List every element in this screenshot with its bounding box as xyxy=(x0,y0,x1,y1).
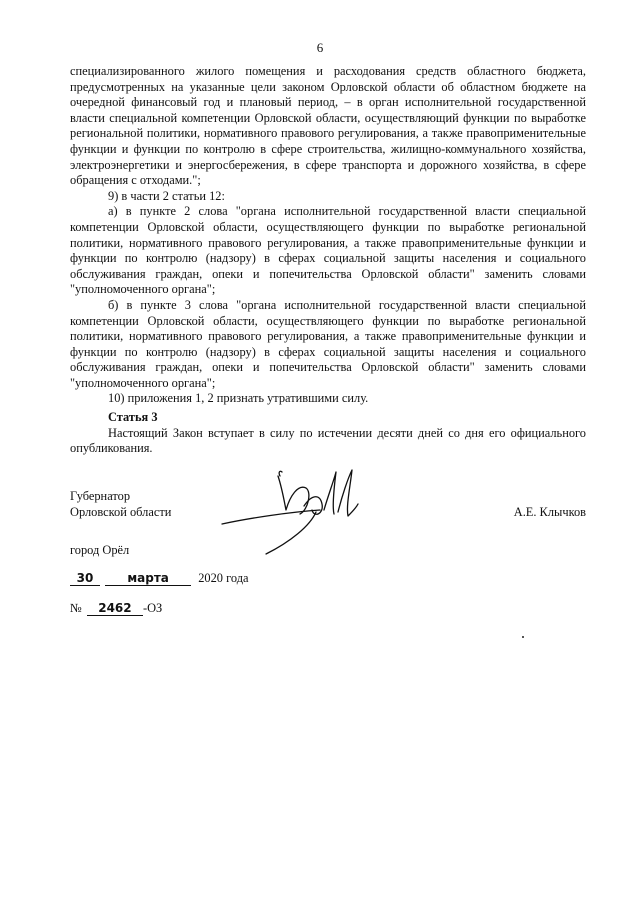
article-title: Статья 3 xyxy=(108,410,158,424)
paragraph-item-9a: а) в пункте 2 слова "органа исполнительной государственной власти специальной компетенции Орловской области, осуществляющего функции по выработке региональной политики, нормативного правового регулирования, а также правоприменительные функции и функции по контролю (надзору) в сферах социальной защиты населения и социального обслуживания граждан, опеки и попечительства Орловской области" заменить словами "уполномоченного органа"; xyxy=(70,204,586,297)
date-year: 2020 года xyxy=(198,571,249,585)
signatory-title xyxy=(70,488,171,520)
handwritten-signature xyxy=(220,466,380,558)
article-text: Настоящий Закон вступает в силу по истечении десяти дней со дня его официального опубликования. xyxy=(70,425,586,456)
date-month: марта xyxy=(105,571,191,586)
signing-date xyxy=(70,571,249,586)
signatory-title-line2: Орловской области xyxy=(70,505,172,519)
signatory-title-line1: Губернатор xyxy=(70,489,131,503)
city: город Орёл xyxy=(70,543,130,557)
paragraph-continuation: специализированного жилого помещения и расходования средств областного бюджета, предусмотренных на указанные цели законом Орловской области об областном бюджете на очередной финансовый год и плановый период, – в орган исполнительной государственной власти специальной компетенции Орловской области, осуществляющий функции по выработке региональной политики, нормативного правового регулирования, а также правоприменительные функции и функции по контролю в сфере строительства, жилищно-коммунального хозяйства, электроэнергетики и энергосбережения, в сфере транспорта и дорожного хозяйства, в сфере обращения с отходами."; xyxy=(70,64,586,188)
law-number-prefix: № xyxy=(70,601,82,615)
signature-block xyxy=(70,488,586,558)
law-number-value: 2462 xyxy=(87,601,143,616)
page-number: 6 xyxy=(316,40,324,55)
article-3 xyxy=(70,410,586,457)
paragraph-item-9b: б) в пункте 3 слова "органа исполнительной государственной власти специальной компетенции Орловской области, осуществляющего функции по выработке региональной политики, нормативного правового регулирования, а также правоприменительные функции и функции по контролю (надзору) в сферах социальной защиты населения и социального обслуживания граждан, опеки и попечительства Орловской области" заменить словами "уполномоченного органа"; xyxy=(70,297,586,390)
paragraph-item-9: 9) в части 2 статьи 12: xyxy=(108,188,225,203)
paragraph-item-10: 10) приложения 1, 2 признать утратившими силу. xyxy=(108,391,369,406)
amendments-text xyxy=(70,64,586,407)
law-number-suffix: -ОЗ xyxy=(142,601,163,615)
signatory-name: А.Е. Клычков xyxy=(513,505,586,519)
scan-speck xyxy=(522,636,524,638)
date-day: 30 xyxy=(70,571,100,586)
law-number xyxy=(70,601,162,616)
